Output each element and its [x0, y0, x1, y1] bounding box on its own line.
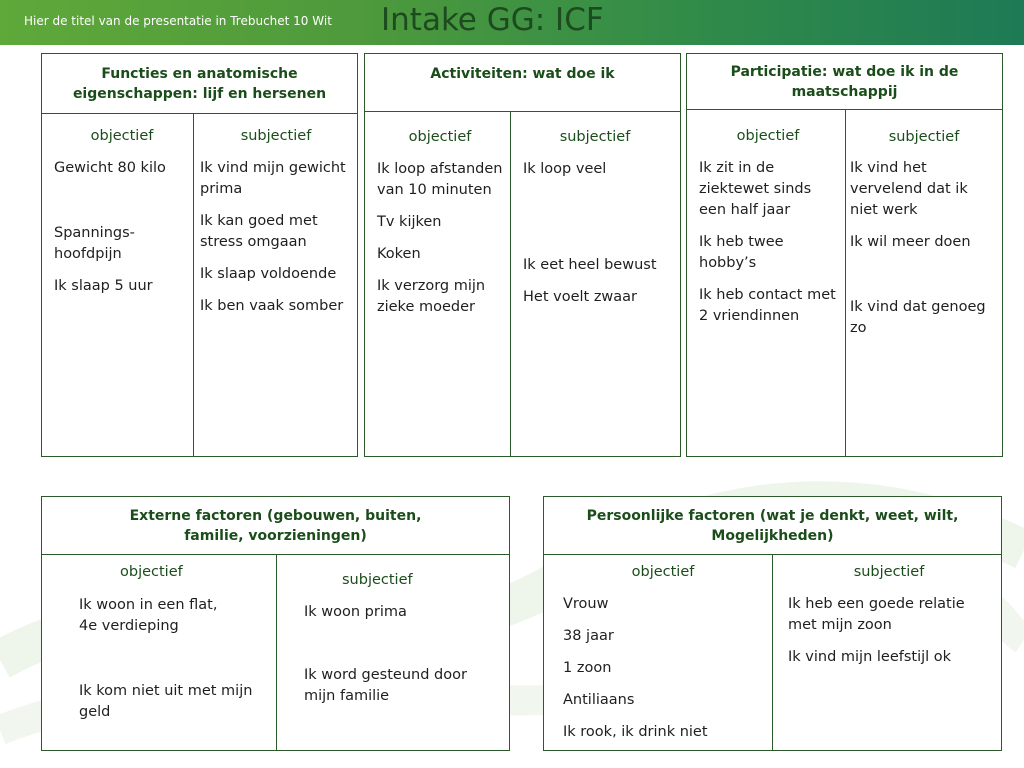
presentation-subtitle: Hier de titel van de presentatie in Trebuchet 10 Wit — [24, 14, 332, 28]
column-divider — [845, 110, 846, 456]
persoonlijke-objectief-list — [563, 594, 768, 754]
persoonlijke-subjectief-list — [788, 594, 993, 679]
list-item: Het voelt zwaar — [523, 289, 638, 305]
column-divider — [276, 555, 277, 750]
list-spacer — [850, 264, 1000, 286]
slide-title: Intake GG: ICF — [381, 2, 604, 38]
list-item: Ik rook, ik drink niet — [563, 724, 708, 740]
list-item: Ik slaap voldoende — [200, 266, 337, 282]
list-item: Ik loop veel — [523, 161, 607, 177]
participatie-objectief-label: objectief — [736, 128, 800, 144]
list-item: Ik vind het vervelend dat ik niet werk — [850, 160, 968, 218]
activiteiten-objectief-list — [377, 159, 505, 329]
persoonlijke-factoren-box — [543, 496, 1002, 751]
externe-factoren-title: Externe factoren (gebouwen, buiten, familie, voorzieningen) — [42, 497, 509, 555]
list-item: Ik eet heel bewust — [523, 257, 657, 273]
list-item: Vrouw — [563, 596, 609, 612]
activiteiten-title: Activiteiten: wat doe ik — [365, 54, 680, 112]
list-item: Ik woon in een flat, 4e verdieping — [79, 597, 218, 634]
list-item: Ik vind dat genoeg zo — [850, 299, 986, 336]
list-item: Ik zit in de ziektewet sinds een half jaar — [699, 160, 812, 218]
list-item: Spannings- hoofdpijn — [54, 225, 135, 262]
participatie-subjectief-label: subjectief — [888, 129, 960, 145]
activiteiten-subjectief-list — [523, 159, 673, 319]
participatie-objectief-list — [699, 158, 839, 338]
column-divider — [510, 112, 511, 456]
functies-subjectief-label: subjectief — [240, 128, 312, 144]
list-item: Ik slaap 5 uur — [54, 278, 153, 294]
persoonlijke-subjectief-label: subjectief — [853, 564, 925, 580]
list-item: Ik verzorg mijn zieke moeder — [377, 278, 486, 315]
list-item: Tv kijken — [377, 214, 442, 230]
list-spacer — [54, 190, 192, 212]
list-item: Ik kan goed met stress omgaan — [200, 213, 318, 250]
list-item: Ik heb contact met 2 vriendinnen — [699, 287, 836, 324]
list-item: Ik heb een goede relatie met mijn zoon — [788, 596, 965, 633]
list-item: Ik woon prima — [304, 604, 407, 620]
persoonlijke-objectief-label: objectief — [631, 564, 695, 580]
header-banner — [0, 0, 1024, 45]
list-spacer — [79, 648, 269, 670]
externe-factoren-box: Externe factoren (gebouwen, buiten, familie, voorzieningen) objectief subjectief Ik woon in een flat, 4e verdieping Ik kom niet uit met mijn geld Ik woon prima Ik word gesteund door mijn familie — [41, 496, 510, 751]
list-item: Ik kom niet uit met mijn geld — [79, 683, 253, 720]
functies-subjectief-list — [200, 158, 355, 328]
list-item: 1 zoon — [563, 660, 612, 676]
activiteiten-box — [364, 53, 681, 457]
list-item: Ik heb twee hobby’s — [699, 234, 784, 271]
list-item: Koken — [377, 246, 421, 262]
participatie-box — [686, 53, 1003, 457]
list-item: 38 jaar — [563, 628, 614, 644]
list-item: Ik wil meer doen — [850, 234, 971, 250]
functies-objectief-list — [54, 158, 192, 308]
list-item: Ik vind mijn gewicht prima — [200, 160, 346, 197]
functies-box — [41, 53, 358, 457]
activiteiten-objectief-label: objectief — [408, 129, 472, 145]
list-item: Ik word gesteund door mijn familie — [304, 667, 467, 704]
functies-objectief-label: objectief — [90, 128, 154, 144]
list-item: Gewicht 80 kilo — [54, 160, 166, 176]
functies-title: Functies en anatomische eigenschappen: lijf en hersenen — [42, 54, 357, 114]
externe-objectief-list — [79, 595, 269, 734]
list-spacer — [523, 191, 673, 244]
column-divider — [772, 555, 773, 750]
persoonlijke-factoren-title: Persoonlijke factoren (wat je denkt, weet, wilt, Mogelijkheden) — [544, 497, 1001, 555]
externe-subjectief-list — [304, 602, 499, 718]
column-divider — [193, 114, 194, 456]
participatie-subjectief-list — [850, 158, 1000, 350]
list-item: Ik ben vaak somber — [200, 298, 344, 314]
list-item: Antiliaans — [563, 692, 635, 708]
externe-subjectief-label: subjectief — [342, 572, 413, 588]
list-spacer — [304, 634, 499, 654]
participatie-title: Participatie: wat doe ik in de maatschappij — [687, 54, 1002, 110]
list-item: Ik loop afstanden van 10 minuten — [377, 161, 503, 198]
activiteiten-subjectief-label: subjectief — [559, 129, 631, 145]
list-item: Ik vind mijn leefstijl ok — [788, 649, 952, 665]
